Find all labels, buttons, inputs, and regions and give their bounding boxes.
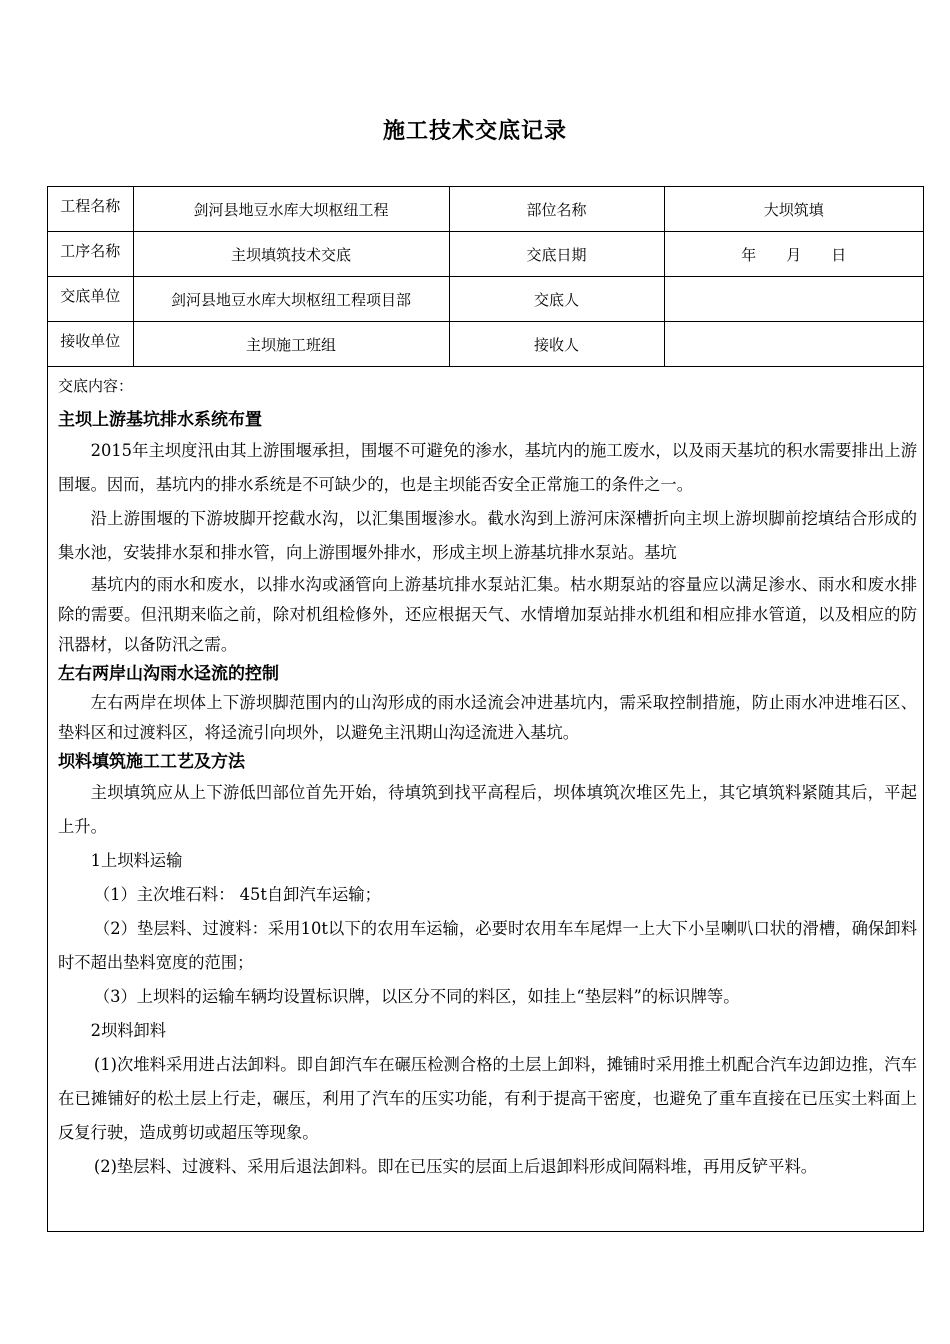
- table-row: [48, 232, 923, 277]
- handover-unit-label: 交底单位: [60, 287, 121, 305]
- header-table: [48, 187, 923, 367]
- list-item: （2）垫层料、过渡料：采用10t以下的农用车运输，必要时农用车车尾焊一上大下小呈喇叭口状的滑槽，确保卸料时不超出垫料宽度的范围；: [58, 919, 917, 972]
- process-name-label: 工序名称: [60, 242, 121, 260]
- section-name-label: 部位名称: [449, 187, 664, 232]
- section-name-value: 大坝筑填: [664, 187, 923, 232]
- label-cell: [48, 322, 133, 367]
- section-heading-filling: 坝料填筑施工工艺及方法: [58, 752, 245, 772]
- handover-unit-value: 剑河县地豆水库大坝枢纽工程项目部: [133, 277, 449, 322]
- project-name-value: 剑河县地豆水库大坝枢纽工程: [133, 187, 449, 232]
- handover-date-label: 交底日期: [449, 232, 664, 277]
- document-title: 施工技术交底记录: [382, 118, 567, 144]
- handover-person-value: [664, 277, 923, 322]
- paragraph: 沿上游围堰的下游坡脚开挖截水沟，以汇集围堰渗水。截水沟到上游河床深槽折向主坝上游坝脚前挖填结合形成的集水池，安装排水泵和排水管，向上游围堰外排水，形成主坝上游基坑排水泵站。基坑: [58, 509, 917, 562]
- content-intro-label: 交底内容：: [58, 377, 134, 395]
- paragraph: 2015年主坝度汛由其上游围堰承担，围堰不可避免的渗水，基坑内的施工废水，以及雨天基坑的积水需要排出上游围堰。因而，基坑内的排水系统是不可缺少的，也是主坝能否安全正常施工的条件之一。: [58, 441, 917, 494]
- receiving-unit-value: 主坝施工班组: [133, 322, 449, 367]
- table-row: [48, 277, 923, 322]
- label-cell: [48, 277, 133, 322]
- label-cell: [48, 232, 133, 277]
- paragraph: 主坝填筑应从上下游低凹部位首先开始，待填筑到找平高程后，坝体填筑次堆区先上，其它填筑料紧随其后，平起上升。: [58, 783, 917, 836]
- subheading-unloading: 2坝料卸料: [90, 1021, 167, 1040]
- handover-person-label: 交底人: [449, 277, 664, 322]
- project-name-label: 工程名称: [60, 197, 121, 215]
- paragraph: 左右两岸在坝体上下游坝脚范围内的山沟形成的雨水迳流会冲进基坑内，需采取控制措施，防止雨水冲进堆石区、垫料区和过渡料区，将迳流引向坝外，以避免主汛期山沟迳流进入基坑。: [58, 693, 917, 742]
- handover-content: [48, 367, 923, 1184]
- receiver-label: 接收人: [449, 322, 664, 367]
- handover-date-value: 年 月 日: [664, 232, 923, 277]
- list-item: (1)次堆料采用进占法卸料。即自卸汽车在碾压检测合格的土层上卸料，摊铺时采用推土机配合汽车边卸边推，汽车在已摊铺好的松土层上行走，碾压，利用了汽车的压实功能，有利于提高干密度，也避免了重车直接在已压实土料面上反复行驶，造成剪切或超压等现象。: [58, 1055, 917, 1142]
- subheading-transport: 1上坝料运输: [90, 851, 183, 870]
- list-item: (2)垫层料、过渡料、采用后退法卸料。即在已压实的层面上后退卸料形成间隔料堆，再用反铲平料。: [93, 1157, 818, 1176]
- record-sheet: [47, 186, 924, 1232]
- label-cell: [48, 187, 133, 232]
- process-name-value: 主坝填筑技术交底: [133, 232, 449, 277]
- section-heading-runoff: 左右两岸山沟雨水迳流的控制: [58, 664, 279, 684]
- section-heading-drainage: 主坝上游基坑排水系统布置: [58, 410, 262, 430]
- list-item: （3）上坝料的运输车辆均设置标识牌，以区分不同的料区，如挂上“垫层料”的标识牌等。: [93, 987, 740, 1006]
- table-row: [48, 322, 923, 367]
- receiver-value: [664, 322, 923, 367]
- list-item: （1）主次堆石料： 45t自卸汽车运输；: [93, 885, 381, 904]
- receiving-unit-label: 接收单位: [60, 332, 121, 350]
- paragraph: 基坑内的雨水和废水，以排水沟或涵管向上游基坑排水泵站汇集。枯水期泵站的容量应以满足渗水、雨水和废水排除的需要。但汛期来临之前，除对机组检修外，还应根据天气、水情增加泵站排水机组和相应排水管道，以及相应的防汛器材，以备防汛之需。: [58, 575, 917, 654]
- table-row: [48, 187, 923, 232]
